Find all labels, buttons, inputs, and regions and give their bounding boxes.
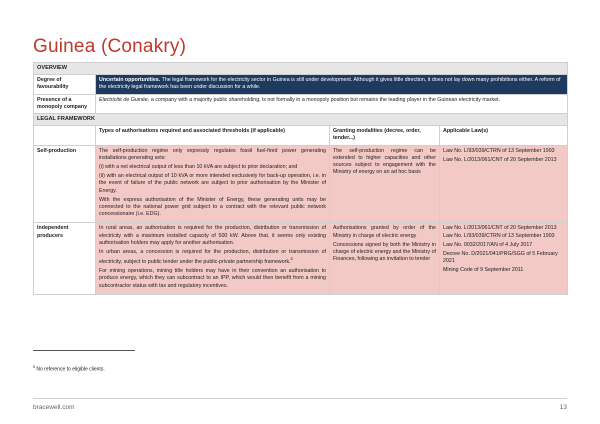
footer-divider [33,398,567,399]
types-paragraph: With the express authorisation of the Minister of Energy, these generating units may be connected to the national power grid subject to a contract with the relevant public network concessionaire (i.e. EDG). [99,196,326,218]
law-item: Law No. L/93/039/CTRN of 13 September 1993 [443,147,555,154]
types-paragraph [99,249,326,266]
types-text: In urban areas, a concession is required for the production, distribution or transmission of electricity, subject to public tender under the public-private partnership framework. [99,249,326,266]
monopoly-text: , a company with a majority public shareholding, is not formally in a monopoly position but remains the leading player in the Guinean electricity market. [147,96,501,103]
legal-framework-section-label: LEGAL FRAMEWORK [34,114,568,126]
favourability-value [96,75,568,94]
self-production-laws [440,145,568,223]
header-empty [34,126,96,145]
row-label-independent-producers: Independent producers [34,223,96,294]
favourability-text: The legal framework for the electricity sector in Guinea is still under development. Although it gives little direction, it does not lay down many prohibitions either. A reform of the electricity legal framework has been under discussion for a while. [99,77,561,91]
types-paragraph [99,225,326,247]
row-label-self-production: Self-production [34,145,96,223]
types-paragraph: For mining operations, mining title holders may have in their convention an authorisation to produce energy, which they can subcontract to an IPP, which would then benefit from a mining subcontractor status with tax and regulatory incentives. [99,268,326,289]
page-number: 13 [559,404,567,411]
header-law: Applicable Law(s) [440,126,568,145]
table-row [34,223,568,294]
header-granting: Granting modalities (decree, order, tender...) [330,126,440,145]
header-types: Types of authorisations required and associated thresholds (if applicable) [96,126,330,145]
footnote-divider [33,350,135,351]
types-text: In rural areas, an authorisation is required for the production, distribution or transmission of electricity with a maximum installed capacity of 500 kW. Above that, it seems only existing authorisation holders may apply for another authorisation. [99,225,326,246]
page-title: Guinea (Conakry) [33,36,187,57]
self-production-granting: The self-production regime can be extended to higher capacities and other sources subject to engagement with the Ministry of energy on an ad hoc basis [330,145,440,223]
types-paragraph: The self-production regime only expressly regulates fossil fuel-fired power generating installations generating sets: [99,147,326,161]
law-item: Decree No. D/2021/041/PRG/SGG of 5 February 2021 [443,251,558,265]
monopoly-value [96,94,568,113]
monopoly-company-name: Electricité de Guinée [99,96,148,103]
granting-item: Authorisations granted by order of the Ministry in charge of electric energy [333,225,436,239]
monopoly-label: Presence of a monopoly company [34,94,96,113]
law-item: Law No. L/2013/061/CNT of 20 September 2013 [443,156,557,163]
footnote-mark: 8 [33,365,35,369]
footer-brand[interactable]: bracewell.com [33,404,75,411]
favourability-lead: Uncertain opportunities. [99,77,161,84]
types-paragraph: (i) with a net electrical output of less than 10 kVA are subject to prior declaration; and [99,164,298,171]
independent-producers-laws [440,223,568,294]
independent-producers-granting [330,223,440,294]
overview-section-label: OVERVIEW [34,63,568,75]
types-paragraph: (ii) with an electrical output of 10 kVA or more intended exclusively for back-up operation, i.e. in the event of failure of the public network are subject to prior authorisation by the Minister of Energy. [99,173,326,194]
law-item: Law No. 0032/2017/AN of 4 July 2017 [443,241,533,248]
granting-item: Concessions signed by both the Ministry in charge of electric energy and the Ministry of Finances, following an invitation to tender [333,241,436,263]
footnote-ref: 8 [290,257,293,262]
independent-producers-types [96,223,330,294]
legal-framework-table [33,62,568,295]
law-item: Mining Code of 9 September 2011 [443,267,524,274]
favourability-label: Degree of favourability [34,75,96,94]
self-production-types [96,145,330,223]
footnote-text: No reference to eligible clients. [36,366,105,373]
law-item: Law No. L/2013/061/CNT of 20 September 2013 Law No. L/93/039/CTRN of 13 September 1993 [443,225,557,239]
footnote [33,365,105,373]
table-row [34,145,568,223]
